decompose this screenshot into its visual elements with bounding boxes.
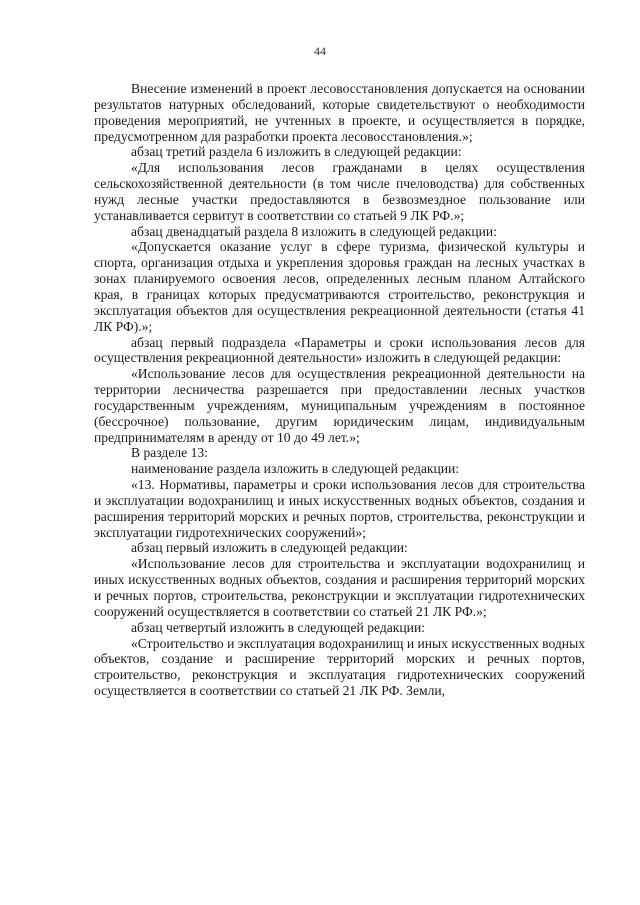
page-number: 44 xyxy=(314,44,326,58)
paragraph-fourth-instruction: абзац четвертый изложить в следующей редакции: xyxy=(131,619,426,635)
paragraph-section-6-instruction: абзац третий раздела 6 изложить в следующей редакции: xyxy=(131,144,462,160)
paragraph-section-6-text: «Для использования лесов гражданами в целях осуществления сельскохозяйственной деятельности (в том числе пчеловодства) для собственных нужд лесные участки предоставляются в безвозмездное пользование или устанавливается сервитут в соответствии со статьей 9 ЛК РФ.»; xyxy=(94,160,585,223)
document-body xyxy=(94,81,585,699)
paragraph-reforestation-changes: Внесение изменений в проект лесовосстановления допускается на основании результатов натурных обследований, которые свидетельствуют о необходимости проведения мероприятий, не учтенных в проекте, и осуществляется в порядке, предусмотренном для разработки проекта лесовосстановления.»; xyxy=(94,81,585,144)
paragraph-first-instruction: абзац первый изложить в следующей редакции: xyxy=(131,540,408,556)
paragraph-section-8-instruction: абзац двенадцатый раздела 8 изложить в следующей редакции: xyxy=(131,223,497,239)
paragraph-section-13-title-text: «13. Нормативы, параметры и сроки использования лесов для строительства и эксплуатации водохранилищ и иных искусственных водных объектов, создания и расширения территорий морских и речных портов, строительства, реконструкции и эксплуатации гидротехнических сооружений»; xyxy=(94,477,585,540)
paragraph-section-13-heading: В разделе 13: xyxy=(131,445,208,461)
paragraph-recreation-text: «Использование лесов для осуществления рекреационной деятельности на территории лесничества разрешается при предоставлении лесных участков государственным учреждениям, муниципальным учреждениям в постоянное (бессрочное) пользование, другим юридическим лицам, индивидуальным предпринимателям в аренду от 10 до 49 лет.»; xyxy=(94,366,585,445)
paragraph-section-13-title-instruction: наименование раздела изложить в следующей редакции: xyxy=(131,461,460,477)
paragraph-fourth-text: «Строительство и эксплуатация водохранилищ и иных искусственных водных объектов, создание и расширение территорий морских и речных портов, строительство, реконструкция и эксплуатация гидротехнических сооружений осуществляется в соответствии со статьей 21 ЛК РФ. Земли, xyxy=(94,635,586,699)
paragraph-first-text: «Использование лесов для строительства и эксплуатации водохранилищ и иных искусственных водных объектов, создания и расширения территорий морских и речных портов, строительства, реконструкции и эксплуатации гидротехнических сооружений осуществляется в соответствии со статьей 21 ЛК РФ.»; xyxy=(94,556,585,619)
paragraph-recreation-instruction: абзац первый подраздела «Параметры и сроки использования лесов для осуществления рекреационной деятельности» изложить в следующей редакции: xyxy=(94,334,585,366)
paragraph-section-8-text: «Допускается оказание услуг в сфере туризма, физической культуры и спорта, организация отдыха и укрепления здоровья граждан на лесных участках в зонах планируемого освоения лесов, определенных лесным планом Алтайского края, в границах которых предусматриваются строительство, реконструкция и эксплуатация объектов для осуществления рекреационной деятельности (статья 41 ЛК РФ).»; xyxy=(94,239,585,334)
